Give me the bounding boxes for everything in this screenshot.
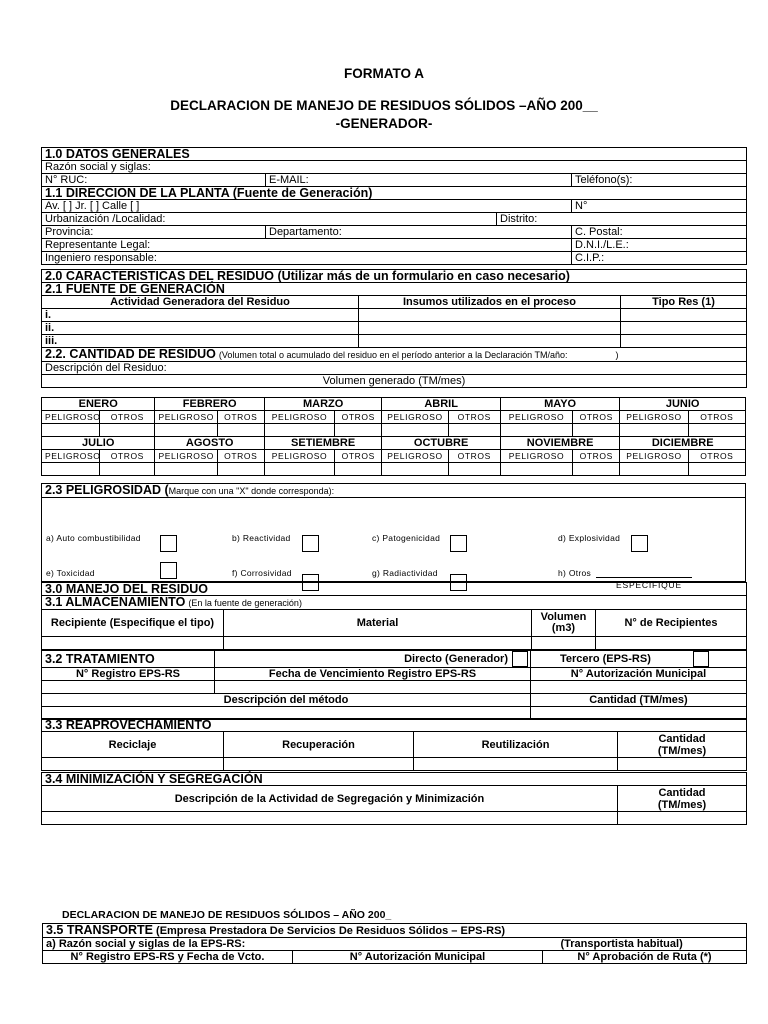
tratamiento-title: 3.2 TRATAMIENTO [42,651,215,668]
peligroso-subheader: PELIGROSO [42,450,100,463]
col-autorizacion: N° Autorización Municipal [531,668,747,681]
hazard-label: e) Toxicidad [46,568,95,578]
col-insumos: Insumos utilizados en el proceso [359,296,621,309]
hazard-checkbox[interactable] [302,535,319,552]
section-title: 3.3 REAPROVECHAMIENTO [42,719,747,732]
volume-cell[interactable] [42,424,100,437]
month-header: JUNIO [620,398,746,411]
otros-subheader: OTROS [688,411,745,424]
manejo-table [41,582,747,650]
otros-subheader: OTROS [573,450,620,463]
col-fecha-vencimiento: Fecha de Vencimiento Registro EPS-RS [215,668,531,681]
peligrosidad-title: 2.3 PELIGROSIDAD (Marque con una "X" donde corresponda): [42,484,746,498]
volume-cell[interactable] [448,424,500,437]
section-title: 3.4 MINIMIZACIÓN Y SEGREGACIÓN [42,773,747,786]
cell[interactable] [42,681,215,694]
otros-subheader: OTROS [100,411,155,424]
razon-social-field[interactable]: Razón social y siglas: [42,161,747,174]
peligroso-subheader: PELIGROSO [500,450,572,463]
peligroso-subheader: PELIGROSO [264,450,334,463]
document-subtitle: -GENERADOR- [335,116,433,131]
monthly-volume-table [41,397,746,476]
ruc-field[interactable]: N° RUC: [42,174,266,187]
peligroso-subheader: PELIGROSO [620,450,688,463]
volume-cell[interactable] [573,463,620,476]
otros-subheader: OTROS [217,411,264,424]
row-label[interactable]: i. [42,309,359,322]
transporte-title: 3.5 TRANSPORTE (Empresa Prestadora De Servicios De Residuos Sólidos – EPS-RS) [43,924,747,938]
hazard-label: d) Explosividad [558,533,621,543]
volume-cell[interactable] [155,424,217,437]
volume-cell[interactable] [382,424,448,437]
hazard-checkbox[interactable] [160,535,177,552]
volume-cell[interactable] [688,424,745,437]
volume-cell[interactable] [500,463,572,476]
dni-field[interactable]: D.N.I./L.E.: [572,239,747,252]
tercero-checkbox[interactable] [693,651,709,667]
peligroso-subheader: PELIGROSO [620,411,688,424]
month-header: AGOSTO [155,437,264,450]
col-registro-vcto: N° Registro EPS-RS y Fecha de Vcto. [43,951,293,964]
volume-cell[interactable] [100,463,155,476]
otros-subheader: OTROS [100,450,155,463]
cell[interactable] [224,758,414,771]
directo-checkbox[interactable] [512,651,528,667]
otros-subheader: OTROS [573,411,620,424]
hazard-checkbox[interactable] [160,562,177,579]
volume-cell[interactable] [217,463,264,476]
col-descripcion-segregacion: Descripción de la Actividad de Segregación y Minimización [42,786,618,812]
peligroso-subheader: PELIGROSO [264,411,334,424]
hazard-label: a) Auto combustibilidad [46,533,141,543]
postal-field[interactable]: C. Postal: [572,226,747,239]
col-descripcion-metodo: Descripción del método [42,694,531,707]
col-registro-eps: N° Registro EPS-RS [42,668,215,681]
cell[interactable] [42,637,224,650]
cell[interactable] [224,637,532,650]
otros-subheader: OTROS [335,450,382,463]
hazard-label: f) Corrosividad [232,568,292,578]
otros-subheader: OTROS [448,411,500,424]
document-title: DECLARACION DE MANEJO DE RESIDUOS SÓLIDOS –AÑO 200__ [170,98,598,113]
row-label[interactable]: ii. [42,322,359,335]
hazard-label: g) Radiactividad [372,568,438,578]
email-field[interactable]: E-MAIL: [266,174,572,187]
month-header: NOVIEMBRE [500,437,619,450]
col-reciclaje: Reciclaje [42,732,224,758]
month-header: MARZO [264,398,381,411]
month-header: ENERO [42,398,155,411]
cell[interactable] [359,322,621,335]
volume-cell[interactable] [100,424,155,437]
volume-cell[interactable] [573,424,620,437]
otros-subheader: OTROS [335,411,382,424]
peligroso-subheader: PELIGROSO [382,450,448,463]
urbanizacion-field[interactable]: Urbanización /Localidad: [42,213,497,226]
volume-cell[interactable] [217,424,264,437]
hazard-label: b) Reactividad [232,533,291,543]
format-label: FORMATO A [344,66,424,81]
volume-cell[interactable] [500,424,572,437]
volume-cell[interactable] [155,463,217,476]
col-actividad: Actividad Generadora del Residuo [42,296,359,309]
cell[interactable] [618,812,747,825]
cell[interactable] [531,681,747,694]
cell[interactable] [596,637,747,650]
otros-subheader: OTROS [688,450,745,463]
hazard-checkbox[interactable] [450,535,467,552]
cell[interactable] [414,758,618,771]
cell[interactable] [359,335,621,348]
datos-generales-table [41,147,747,265]
telefono-field[interactable]: Teléfono(s): [572,174,747,187]
section-title: 3.0 MANEJO DEL RESIDUO [42,583,747,596]
section-title: 1.0 DATOS GENERALES [42,148,747,161]
hazard-label: c) Patogenicidad [372,533,441,543]
address-field[interactable]: Av. [ ] Jr. [ ] Calle [ ] [42,200,572,213]
volume-cell[interactable] [42,463,100,476]
distrito-field[interactable]: Distrito: [497,213,747,226]
cell[interactable] [618,758,747,771]
col-volumen: Volumen (m3) [532,610,596,637]
cell[interactable] [621,335,747,348]
provincia-field[interactable]: Provincia: [42,226,266,239]
month-header: SETIEMBRE [264,437,381,450]
volumen-header: Volumen generado (TM/mes) [42,375,747,388]
volume-cell[interactable] [620,424,688,437]
col-recipientes: N° de Recipientes [596,610,747,637]
peligroso-subheader: PELIGROSO [155,450,217,463]
month-header: MAYO [500,398,619,411]
razon-eps-field[interactable]: a) Razón social y siglas de la EPS-RS: (Transportista habitual) [43,938,747,951]
caracteristicas-table [41,269,747,388]
month-header: JULIO [42,437,155,450]
col-autorizacion: N° Autorización Municipal [293,951,543,964]
tratamiento-table [41,650,747,720]
especifique-label: ESPECIFIQUE [616,580,682,590]
cell[interactable] [42,758,224,771]
transporte-table [42,923,747,964]
col-tipo: Tipo Res (1) [621,296,747,309]
volume-cell[interactable] [448,463,500,476]
minimizacion-table [41,772,747,825]
tercero-option[interactable]: Tercero (EPS-RS) [531,651,747,668]
col-cantidad: Cantidad (TM/mes) [618,786,747,812]
month-header: OCTUBRE [382,437,501,450]
section-title: 2.0 CARACTERISTICAS DEL RESIDUO (Utilizar más de un formulario en caso necesario) [42,270,747,283]
volume-cell[interactable] [264,463,334,476]
cell[interactable] [42,812,618,825]
otros-subheader: OTROS [448,450,500,463]
volume-cell[interactable] [382,463,448,476]
otros-subheader: OTROS [217,450,264,463]
col-reutilizacion: Reutilización [414,732,618,758]
peligroso-subheader: PELIGROSO [382,411,448,424]
volume-cell[interactable] [264,424,334,437]
directo-option[interactable]: Directo (Generador) [215,651,531,668]
peligroso-subheader: PELIGROSO [155,411,217,424]
cantidad-title: 2.2. CANTIDAD DE RESIDUO (Volumen total o acumulado del residuo en el período anterior a la Declaración TM/año: ) [42,348,747,362]
fuente-title: 2.1 FUENTE DE GENERACIÓN [42,283,747,296]
cell[interactable] [359,309,621,322]
ingeniero-field[interactable]: Ingeniero responsable: [42,252,572,265]
representante-field[interactable]: Representante Legal: [42,239,572,252]
col-cantidad: Cantidad (TM/mes) [618,732,747,758]
month-header: DICIEMBRE [620,437,746,450]
col-recuperacion: Recuperación [224,732,414,758]
number-field[interactable]: N° [572,200,747,213]
descripcion-field[interactable]: Descripción del Residuo: [42,362,747,375]
col-aprobacion-ruta: N° Aprobación de Ruta (*) [543,951,747,964]
almacenamiento-title: 3.1 ALMACENAMIENTO (En la fuente de generación) [42,596,747,610]
volume-cell[interactable] [335,424,382,437]
peligroso-subheader: PELIGROSO [42,411,100,424]
reaprovechamiento-table [41,718,747,771]
col-material: Material [224,610,532,637]
col-recipiente: Recipiente (Especifique el tipo) [42,610,224,637]
volume-cell[interactable] [620,463,688,476]
row-label[interactable]: iii. [42,335,359,348]
hazard-label: h) Otros [558,568,592,578]
volume-cell[interactable] [688,463,745,476]
departamento-field[interactable]: Departamento: [266,226,572,239]
cell[interactable] [215,681,531,694]
month-header: ABRIL [382,398,501,411]
otros-line[interactable] [596,577,692,578]
footer-title: DECLARACION DE MANEJO DE RESIDUOS SÓLIDOS – AÑO 200_ [62,909,392,921]
cip-field[interactable]: C.I.P.: [572,252,747,265]
planta-title: 1.1 DIRECCION DE LA PLANTA (Fuente de Generación) [42,187,747,200]
cell[interactable] [621,322,747,335]
col-cantidad: Cantidad (TM/mes) [531,694,747,707]
month-header: FEBRERO [155,398,264,411]
volume-cell[interactable] [335,463,382,476]
hazard-checkbox[interactable] [631,535,648,552]
cell[interactable] [621,309,747,322]
peligroso-subheader: PELIGROSO [500,411,572,424]
cell[interactable] [532,637,596,650]
